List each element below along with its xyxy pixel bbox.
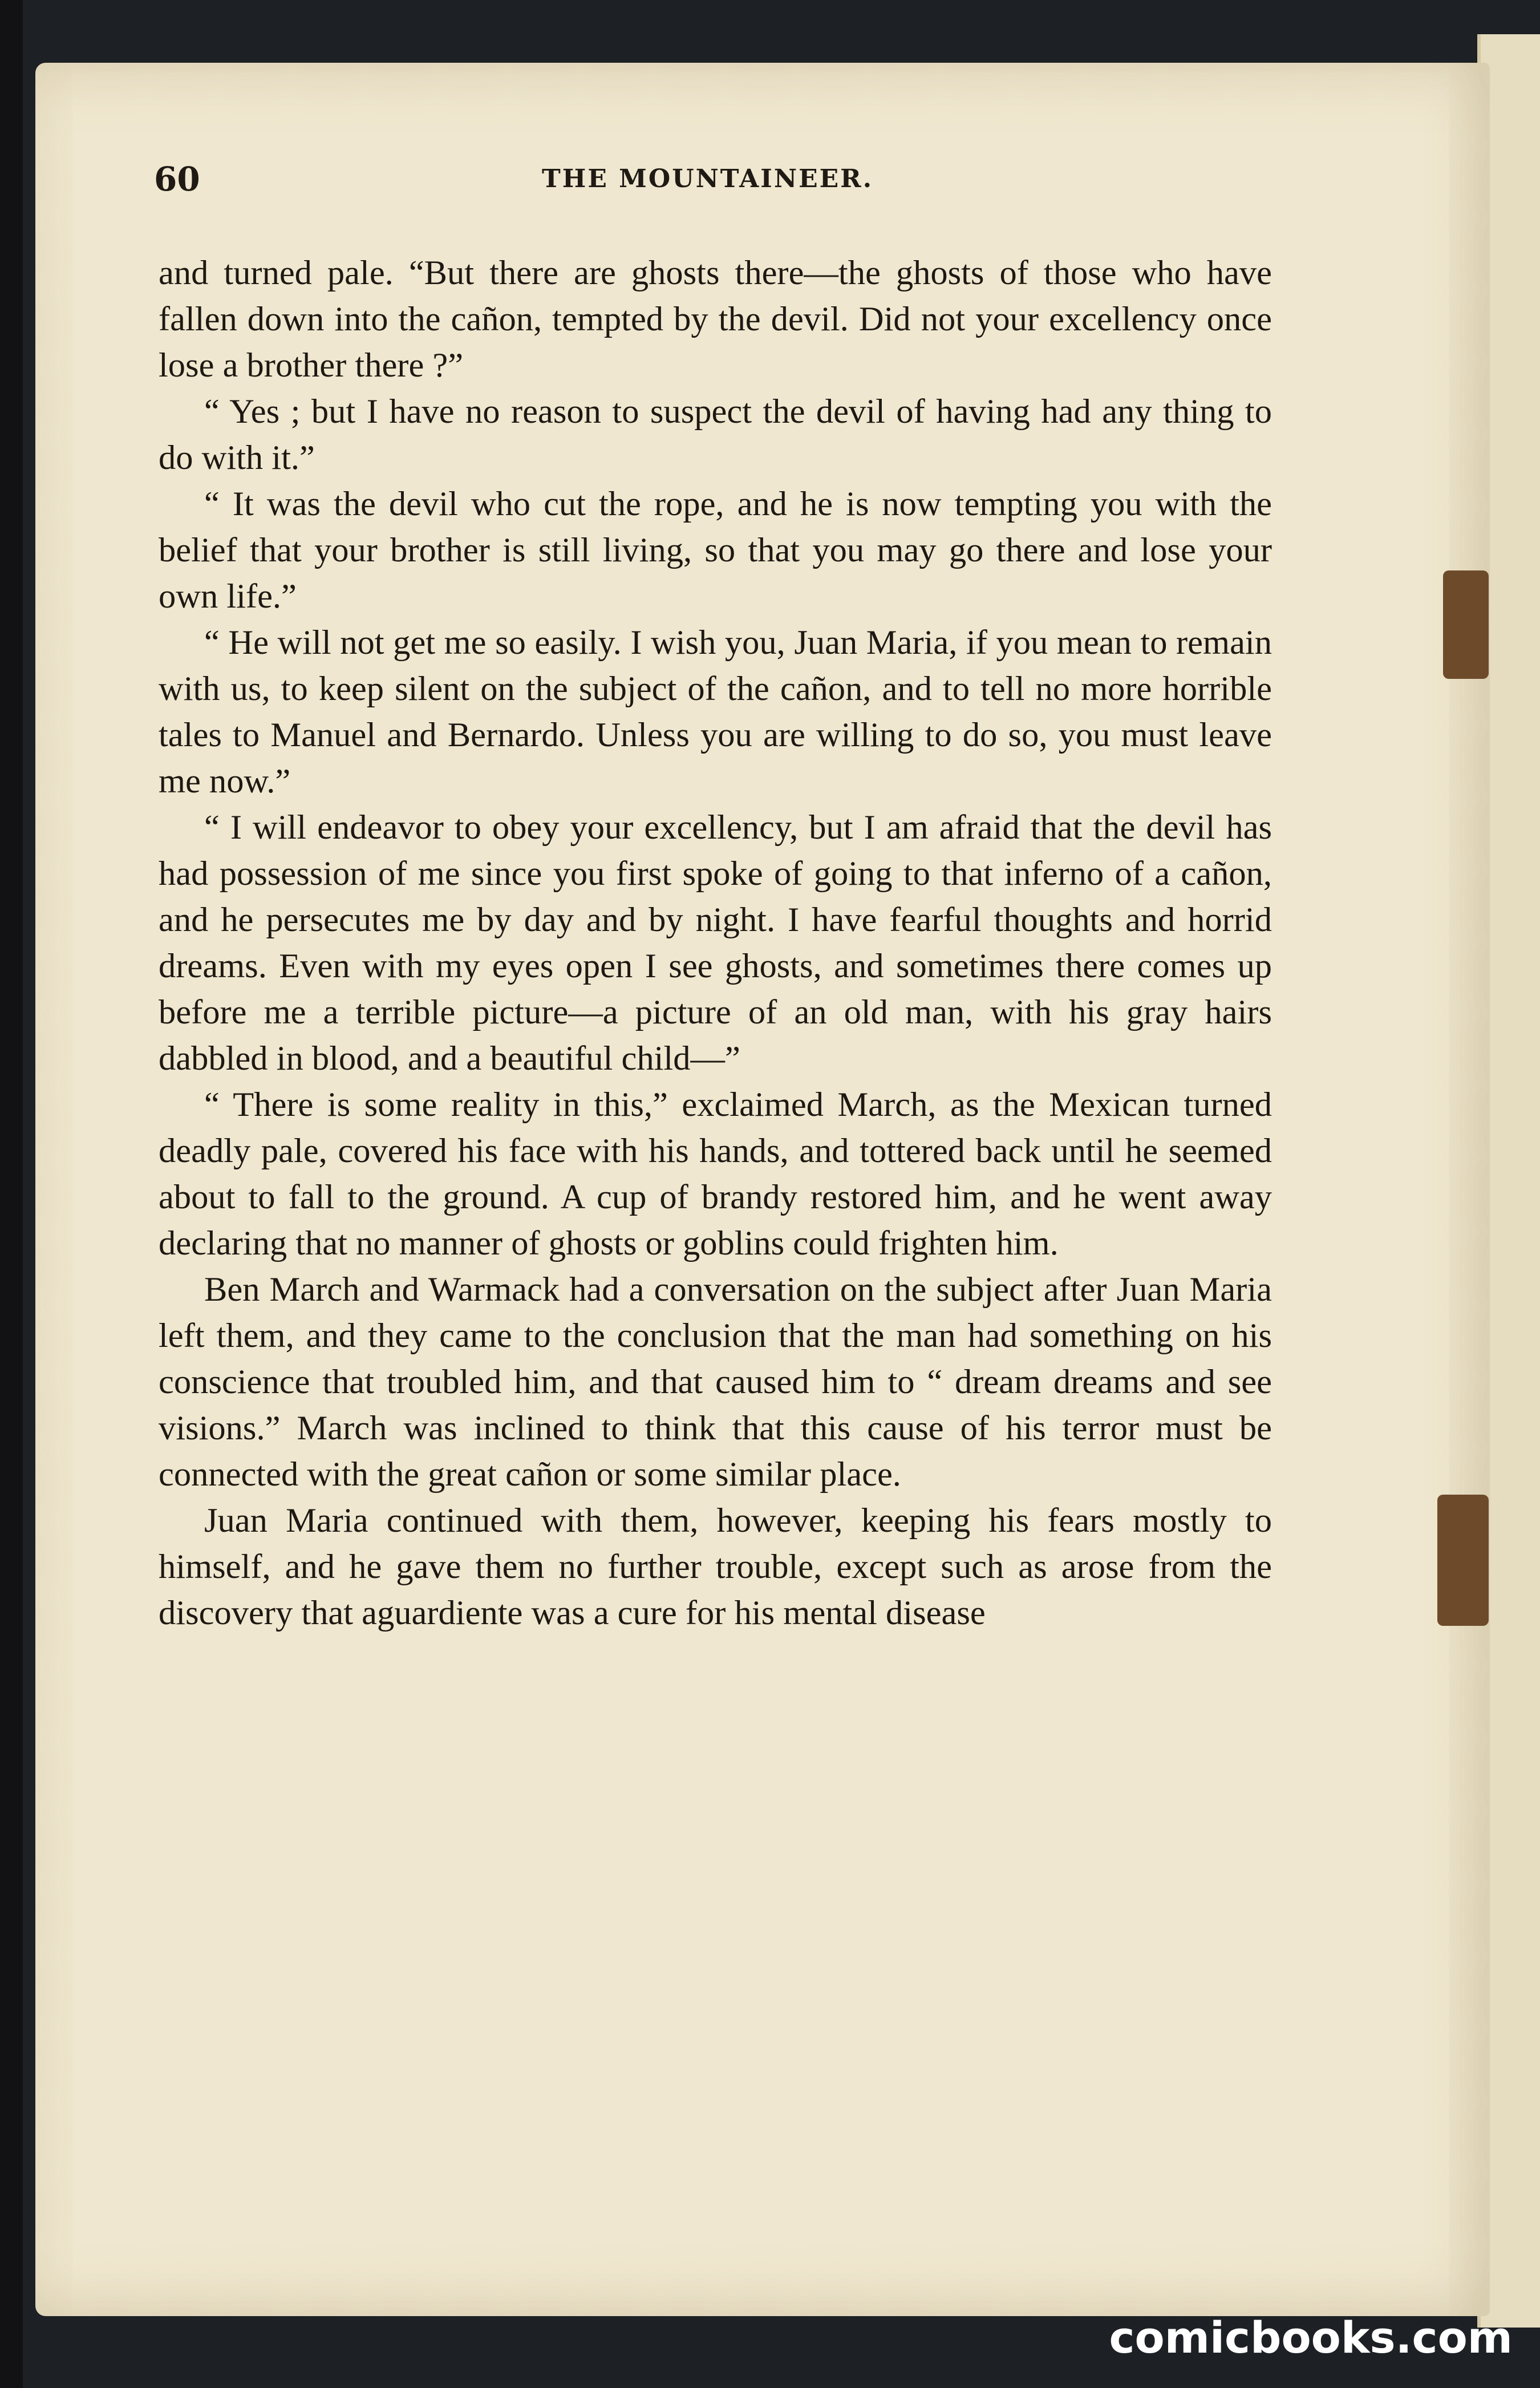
page-header-title: THE MOUNTAINEER. <box>542 164 874 193</box>
paragraph: “ Yes ; but I have no reason to suspect the devil of having had any thing to do with it.” <box>159 392 1272 477</box>
paragraph: “ There is some reality in this,” exclaimed March, as the Mexican turned deadly pale, covered his face with his hands, and tottered back until he seemed about to fall to the ground. A cup of brandy restored him, and he went away declaring that no manner of ghosts or goblins could frighten him. <box>159 1086 1272 1262</box>
body-text <box>159 250 1272 1636</box>
paragraph: “ I will endeavor to obey your excellency, but I am afraid that the devil has had possession of me since you first spoke of going to that inferno of a cañon, and he persecutes me by day and by night. I have fearful thoughts and horrid dreams. Even with my eyes open I see ghosts, and sometimes there comes up before me a terrible picture—a picture of an old man, with his gray hairs dabbled in blood, and a beautiful child—” <box>159 808 1272 1078</box>
paragraph: and turned pale. “But there are ghosts there—the ghosts of those who have fallen down into the cañon, tempted by the devil. Did not your excellency once lose a brother there ?” <box>159 254 1272 384</box>
watermark: comicbooks.com <box>1109 2312 1513 2363</box>
paragraph: Juan Maria continued with them, however, keeping his fears mostly to himself, and he gave them no further trouble, except such as arose from the discovery that aguardiente was a cure for his mental disease <box>159 1501 1272 1632</box>
paragraph: Ben March and Warmack had a conversation on the subject after Juan Maria left them, and they came to the conclusion that the man had something on his conscience that troubled him, and that caused him to “ dream dreams and see visions.” March was inclined to think that this cause of his terror must be connected with the great cañon or some similar place. <box>159 1270 1272 1493</box>
page-number: 60 <box>154 160 200 199</box>
running-head <box>154 160 1272 205</box>
binding-tab <box>1437 1495 1489 1626</box>
binding-tab <box>1443 570 1489 679</box>
paragraph: “ It was the devil who cut the rope, and he is now tempting you with the belief that your brother is still living, so that you may go there and lose your own life.” <box>159 485 1272 616</box>
paragraph: “ He will not get me so easily. I wish you, Juan Maria, if you mean to remain with us, to keep silent on the subject of the cañon, and to tell no more horrible tales to Manuel and Bernardo. Unless you are willing to do so, you must leave me now.” <box>159 624 1272 800</box>
